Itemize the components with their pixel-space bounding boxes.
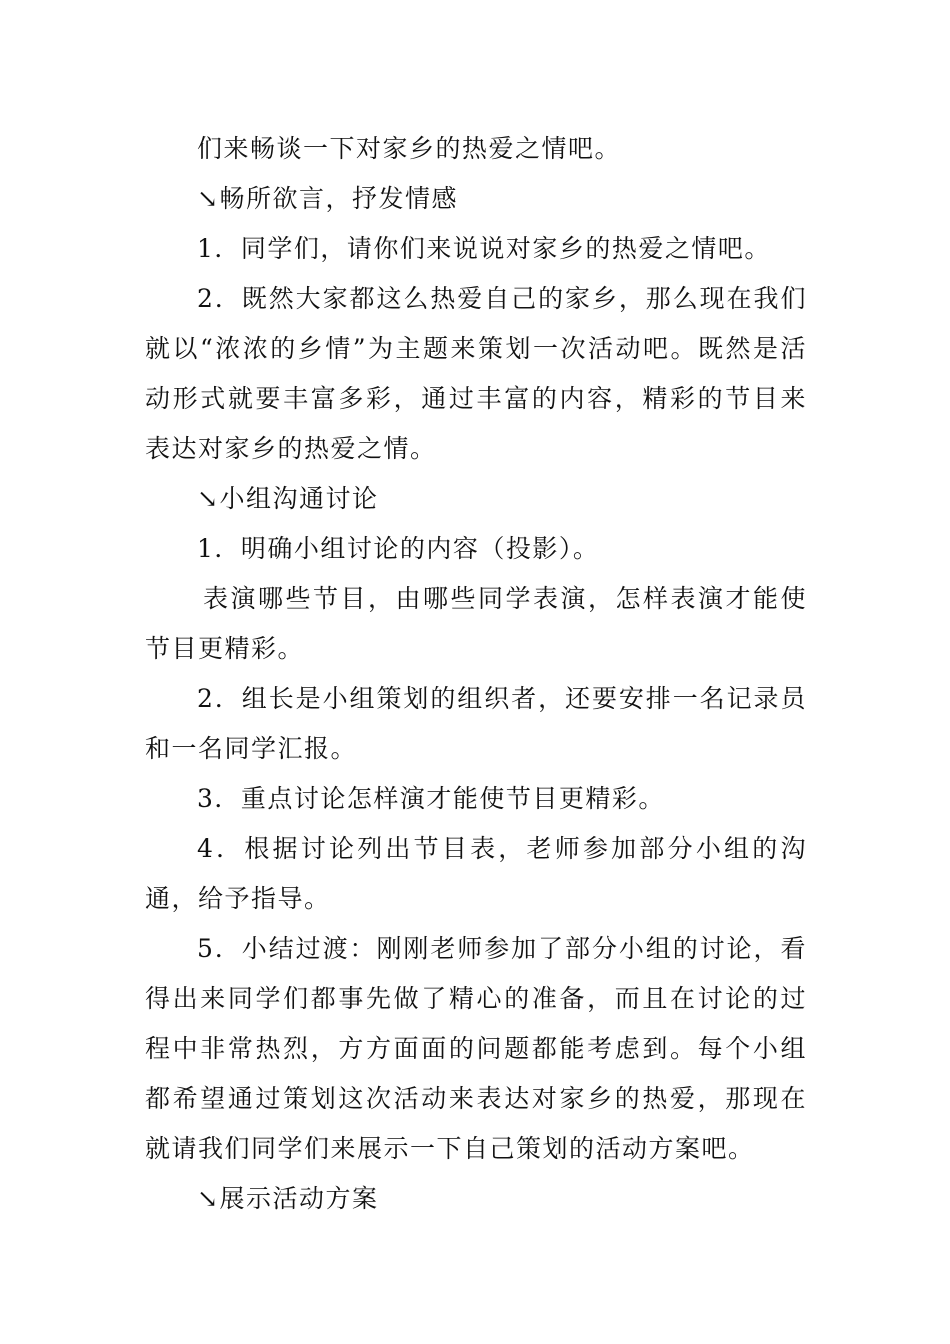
paragraph-step-2: 2．既然大家都这么热爱自己的家乡，那么现在我们就以“浓浓的乡情”为主题来策划一次活动吧。既然是活动形式就要丰富多彩，通过丰富的内容，精彩的节目来表达对家乡的热爱之情。: [145, 284, 807, 463]
paragraph-step-1: 1．同学们，请你们来说说对家乡的热爱之情吧。: [197, 234, 771, 263]
paragraph-intro-continuation: 们来畅谈一下对家乡的热爱之情吧。: [197, 134, 622, 163]
document-body: [145, 124, 807, 1224]
paragraph-discussion-5: 5．小结过渡：刚刚老师参加了部分小组的讨论，看得出来同学们都事先做了精心的准备，而且在讨论的过程中非常热烈，方方面面的问题都能考虑到。每个小组都希望通过策划这次活动来表达对家乡的热爱，那现在就请我们同学们来展示一下自己策划的活动方案吧。: [145, 934, 807, 1163]
paragraph-discussion-1: 1．明确小组讨论的内容（投影）。: [197, 534, 600, 563]
section-heading-group-discussion: ↘小组沟通讨论: [197, 484, 379, 513]
paragraph-discussion-4: 4．根据讨论列出节目表，老师参加部分小组的沟通，给予指导。: [145, 834, 807, 913]
section-heading-express-feelings: ↘畅所欲言，抒发情感: [197, 184, 458, 213]
paragraph-discussion-2: 2．组长是小组策划的组织者，还要安排一名记录员和一名同学汇报。: [145, 684, 807, 763]
paragraph-discussion-detail: 表演哪些节目，由哪些同学表演，怎样表演才能使节目更精彩。: [145, 584, 807, 663]
section-heading-show-plan: ↘展示活动方案: [197, 1184, 379, 1213]
paragraph-discussion-3: 3．重点讨论怎样演才能使节目更精彩。: [197, 784, 665, 813]
